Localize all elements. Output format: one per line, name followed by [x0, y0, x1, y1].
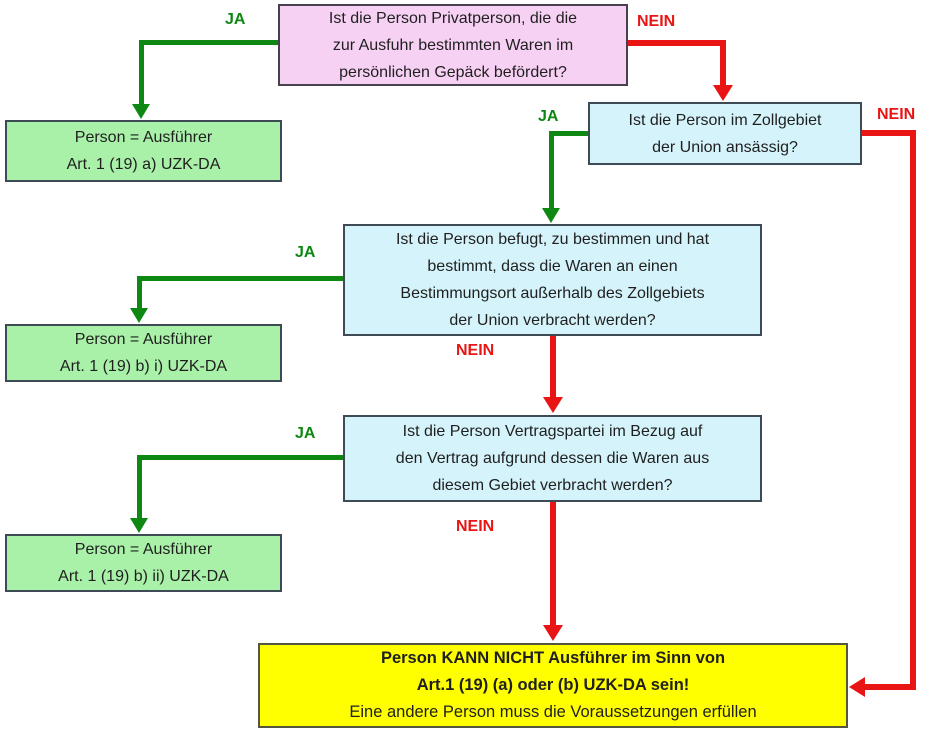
arrow-segment	[550, 336, 556, 399]
node-result-art-1-19-b-i	[5, 324, 282, 382]
node-question-power-to-determine	[343, 224, 762, 336]
node-text-line: Eine andere Person muss die Voraussetzungen erfüllen	[349, 703, 757, 721]
edge-label-ja: JA	[295, 425, 316, 442]
arrow-segment	[137, 276, 142, 310]
node-text-line: Art. 1 (19) b) i) UZK-DA	[59, 358, 228, 375]
node-text-line: Bestimmungsort außerhalb des Zollgebiets	[400, 285, 705, 302]
edge-label-nein: NEIN	[456, 518, 495, 535]
node-text-line: persönlichen Gepäck befördert?	[339, 63, 567, 81]
arrow-segment	[862, 130, 916, 136]
arrowhead-down-icon	[130, 518, 148, 533]
arrow-segment	[549, 131, 554, 210]
node-text-line: Art. 1 (19) a) UZK-DA	[66, 156, 221, 173]
arrow-segment	[864, 684, 916, 690]
edge-label-nein: NEIN	[637, 13, 676, 30]
arrowhead-down-icon	[713, 85, 733, 101]
node-text-line: bestimmt, dass die Waren an einen	[427, 258, 678, 275]
node-text-line: Art. 1 (19) b) ii) UZK-DA	[58, 568, 229, 585]
node-text-line: den Vertrag aufgrund dessen die Waren aus	[395, 450, 710, 467]
node-text-line: der Union verbracht werden?	[449, 312, 656, 329]
arrow-segment	[550, 502, 556, 627]
node-result-art-1-19-b-ii	[5, 534, 282, 592]
node-text-line: Person = Ausführer	[74, 331, 213, 348]
node-text-line: Ist die Person im Zollgebiet	[628, 111, 822, 129]
arrow-segment	[628, 40, 726, 46]
arrow-segment	[720, 40, 726, 87]
arrowhead-down-icon	[130, 308, 148, 323]
arrow-segment	[139, 40, 278, 45]
node-text-line: zur Ausfuhr bestimmten Waren im	[332, 36, 574, 54]
node-question-contract-party	[343, 415, 762, 502]
edge-label-nein: NEIN	[877, 106, 916, 123]
arrow-segment	[137, 276, 343, 281]
edge-label-nein: NEIN	[456, 342, 495, 359]
node-text-line: Ist die Person befugt, zu bestimmen und hat	[395, 231, 710, 248]
arrow-segment	[137, 455, 142, 520]
edge-label-ja: JA	[225, 11, 246, 28]
edge-label-ja: JA	[538, 108, 559, 125]
node-question-private-person	[278, 4, 628, 86]
node-question-established-in-union	[588, 102, 862, 165]
arrowhead-left-icon	[849, 677, 865, 697]
arrow-segment	[549, 131, 588, 136]
arrowhead-down-icon	[543, 397, 563, 413]
arrow-segment	[139, 40, 144, 106]
node-text-line: der Union ansässig?	[652, 138, 798, 156]
node-text-line: diesem Gebiet verbracht werden?	[432, 477, 673, 494]
node-text-line: Art.1 (19) (a) oder (b) UZK-DA sein!	[416, 676, 690, 694]
node-result-art-1-19-a	[5, 120, 282, 182]
edge-label-ja: JA	[295, 244, 316, 261]
node-text-line: Person = Ausführer	[74, 129, 213, 146]
arrow-segment	[910, 130, 916, 690]
arrowhead-down-icon	[542, 208, 560, 223]
arrowhead-down-icon	[132, 104, 150, 119]
node-text-line: Ist die Person Vertragspartei im Bezug auf	[402, 423, 703, 440]
node-result-not-exporter	[258, 643, 848, 728]
node-text-line: Ist die Person Privatperson, die die	[328, 9, 578, 27]
node-text-line: Person = Ausführer	[74, 541, 213, 558]
node-text-line: Person KANN NICHT Ausführer im Sinn von	[380, 649, 726, 667]
arrow-segment	[137, 455, 343, 460]
arrowhead-down-icon	[543, 625, 563, 641]
